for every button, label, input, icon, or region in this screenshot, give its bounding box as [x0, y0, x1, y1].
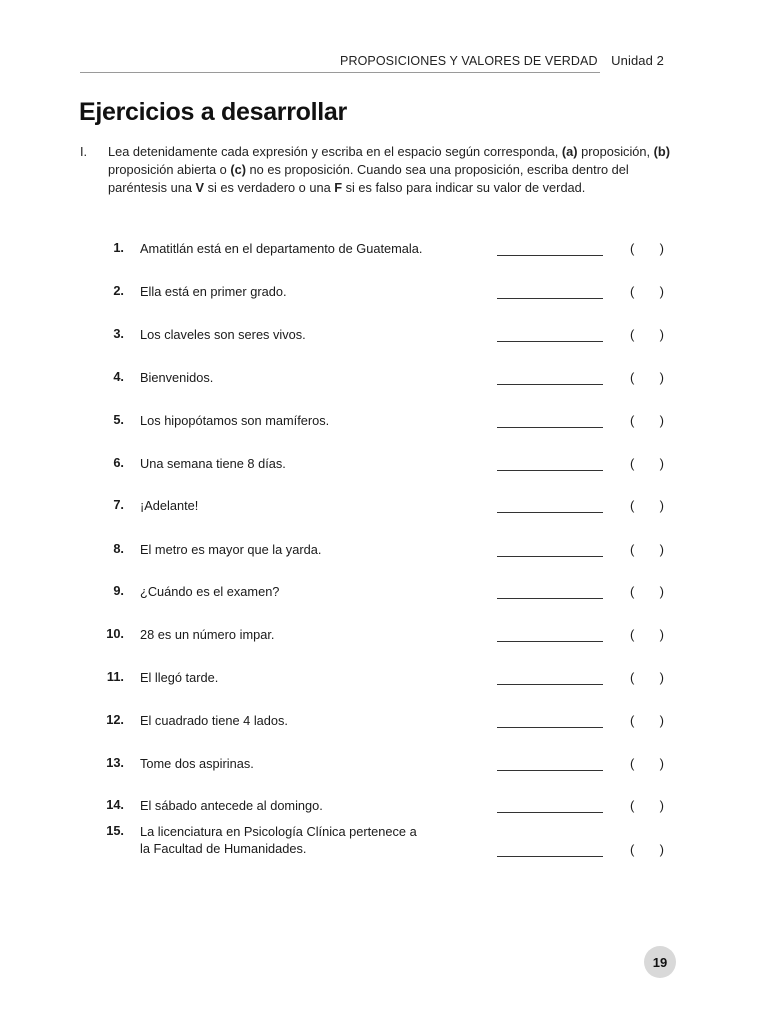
truth-value-parentheses[interactable]: ( ): [630, 327, 664, 342]
truth-value-parentheses[interactable]: ( ): [630, 413, 664, 428]
answer-blank[interactable]: [497, 512, 603, 513]
item-statement: ¿Cuándo es el examen?: [140, 584, 280, 599]
item-number: 3.: [113, 326, 124, 341]
answer-blank[interactable]: [497, 770, 603, 771]
item-statement: Bienvenidos.: [140, 370, 214, 385]
item-statement: Amatitlán está en el departamento de Guatemala.: [140, 241, 423, 256]
option-c-marker: (c): [230, 162, 246, 177]
truth-value-parentheses[interactable]: ( ): [630, 370, 664, 385]
item-number: 14.: [106, 797, 124, 812]
header-unit: Unidad 2: [611, 53, 664, 68]
item-number: 12.: [106, 712, 124, 727]
item-number: 5.: [113, 412, 124, 427]
answer-blank[interactable]: [497, 641, 603, 642]
answer-blank[interactable]: [497, 727, 603, 728]
truth-value-parentheses[interactable]: ( ): [630, 456, 664, 471]
truth-value-parentheses[interactable]: ( ): [630, 584, 664, 599]
page-number-badge: 19: [644, 946, 676, 978]
item-statement: La licenciatura en Psicología Clínica pertenece a la Facultad de Humanidades.: [140, 824, 417, 856]
truth-value-parentheses[interactable]: ( ): [630, 542, 664, 557]
item-number: 6.: [113, 455, 124, 470]
item-statement: El cuadrado tiene 4 lados.: [140, 713, 288, 728]
section-roman-numeral: I.: [80, 144, 88, 159]
truth-value-parentheses[interactable]: ( ): [630, 284, 664, 299]
item-statement: Una semana tiene 8 días.: [140, 456, 286, 471]
answer-blank[interactable]: [497, 470, 603, 471]
item-number: 15.: [106, 823, 124, 838]
item-number: 7.: [113, 497, 124, 512]
truth-value-parentheses[interactable]: ( ): [630, 670, 664, 685]
answer-blank[interactable]: [497, 384, 603, 385]
item-number: 9.: [113, 583, 124, 598]
item-number: 8.: [113, 541, 124, 556]
true-marker: V: [195, 180, 205, 195]
item-statement: Los claveles son seres vivos.: [140, 327, 306, 342]
item-number: 4.: [113, 369, 124, 384]
truth-value-parentheses[interactable]: ( ): [630, 713, 664, 728]
option-a-marker: (a): [561, 144, 578, 159]
instructions-part: si es falso para indicar su valor de verdad.: [342, 180, 586, 195]
item-statement: Tome dos aspirinas.: [140, 756, 254, 771]
answer-blank[interactable]: [497, 598, 603, 599]
truth-value-parentheses[interactable]: ( ): [630, 798, 664, 813]
answer-blank[interactable]: [497, 812, 603, 813]
item-statement: El llegó tarde.: [140, 670, 219, 685]
answer-blank[interactable]: [497, 556, 603, 557]
answer-blank[interactable]: [497, 856, 603, 857]
answer-blank[interactable]: [497, 684, 603, 685]
item-number: 13.: [106, 755, 124, 770]
answer-blank[interactable]: [497, 298, 603, 299]
item-number: 1.: [113, 240, 124, 255]
instructions-part: no es proposición. Cuando sea una proposición, escriba dentro del paréntesis una: [108, 162, 629, 195]
answer-blank[interactable]: [497, 255, 603, 256]
header-section: PROPOSICIONES Y VALORES DE VERDAD: [340, 54, 598, 68]
truth-value-parentheses[interactable]: ( ): [630, 756, 664, 771]
item-number: 11.: [106, 669, 124, 684]
truth-value-parentheses[interactable]: ( ): [630, 241, 664, 256]
instructions-part: si es verdadero o una: [204, 180, 335, 195]
answer-blank[interactable]: [497, 427, 603, 428]
item-statement: 28 es un número impar.: [140, 627, 275, 642]
option-b-marker: (b): [653, 144, 670, 159]
page-title: Ejercicios a desarrollar: [79, 98, 347, 126]
item-statement: ¡Adelante!: [140, 498, 199, 513]
answer-blank[interactable]: [497, 341, 603, 342]
item-statement: El sábado antecede al domingo.: [140, 798, 323, 813]
false-marker: F: [334, 180, 343, 195]
instructions-part: proposición,: [577, 144, 654, 159]
item-number: 10.: [106, 626, 124, 641]
instructions-part: Lea detenidamente cada expresión y escriba en el espacio según corresponda,: [108, 144, 562, 159]
item-statement: Los hipopótamos son mamíferos.: [140, 413, 330, 428]
instructions-part: proposición abierta o: [108, 162, 231, 177]
truth-value-parentheses[interactable]: ( ): [630, 842, 664, 857]
item-statement: El metro es mayor que la yarda.: [140, 542, 322, 557]
item-number: 2.: [113, 283, 124, 298]
item-statement: Ella está en primer grado.: [140, 284, 287, 299]
truth-value-parentheses[interactable]: ( ): [630, 627, 664, 642]
truth-value-parentheses[interactable]: ( ): [630, 498, 664, 513]
